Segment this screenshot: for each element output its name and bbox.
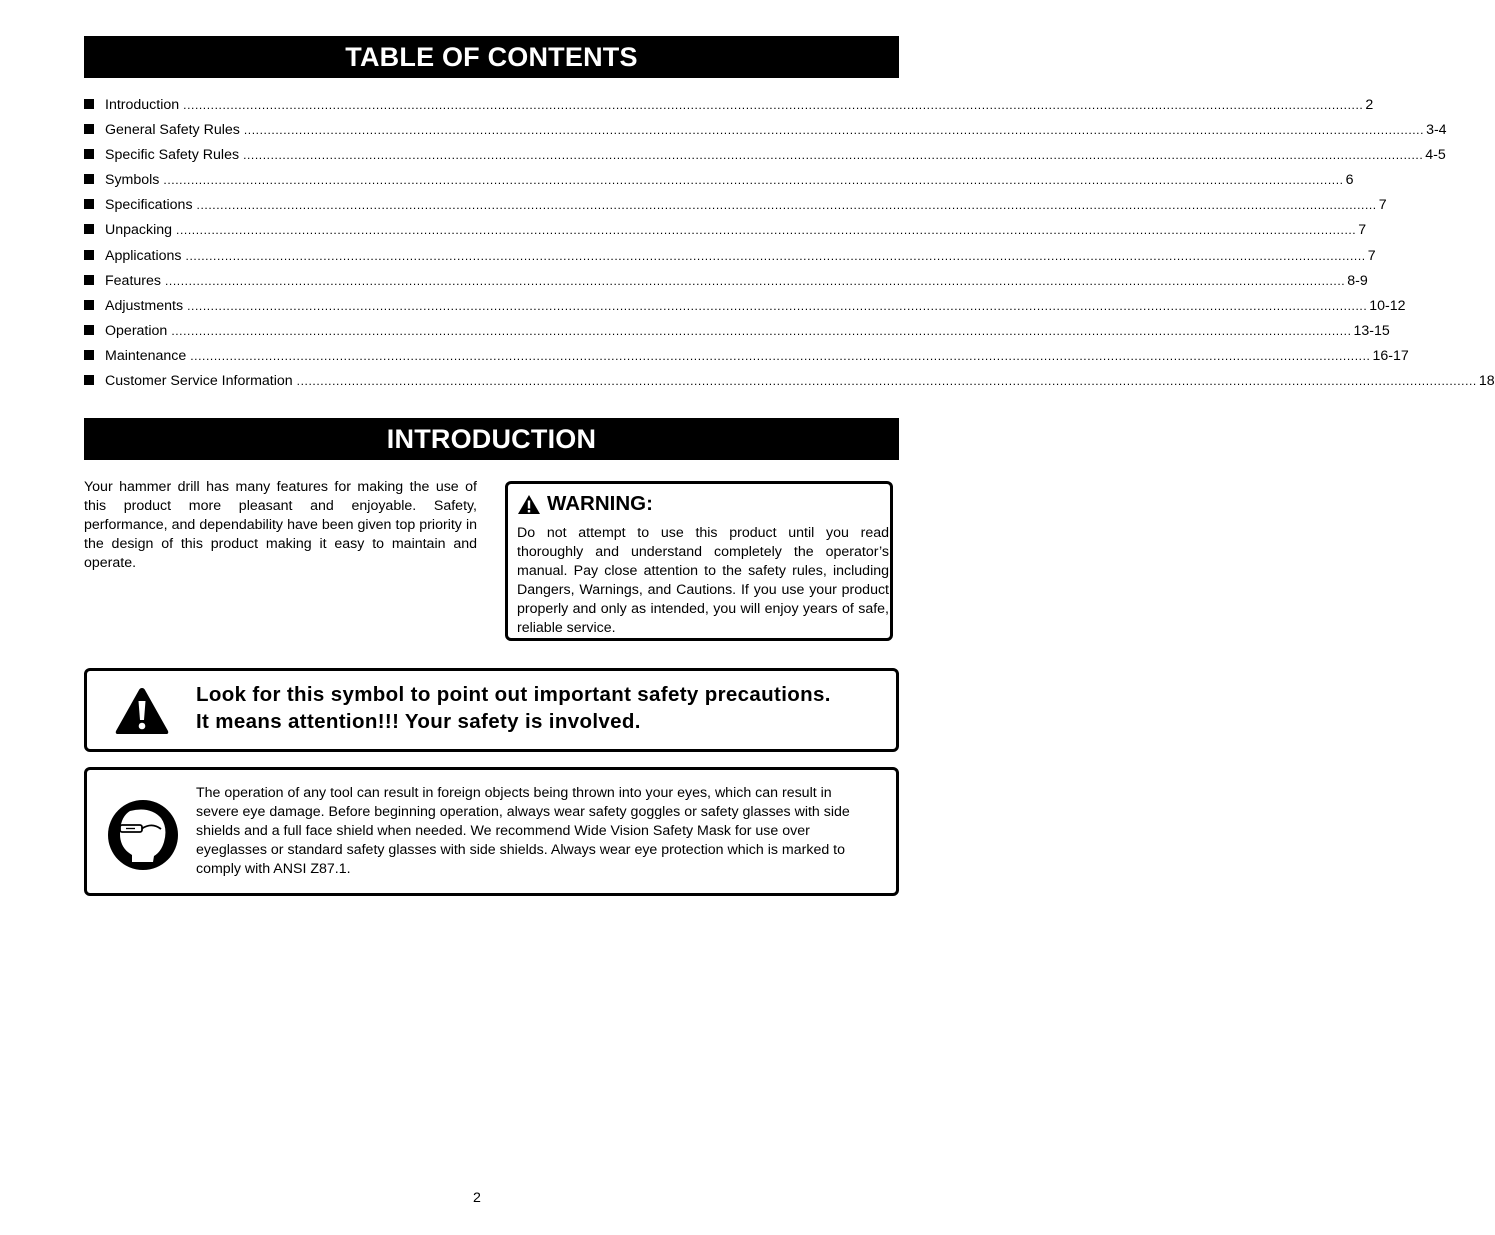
toc-leader-dots: ............................................................................................................................................................................................................................................................................................................ (196, 198, 1377, 213)
toc-heading: TABLE OF CONTENTS (84, 36, 899, 78)
toc-item-title: Symbols (105, 172, 160, 189)
toc-item-title: General Safety Rules (105, 122, 240, 139)
toc-leader-dots: ............................................................................................................................................................................................................................................................................................................ (243, 123, 1425, 138)
toc-leader-dots: ............................................................................................................................................................................................................................................................................................................ (176, 223, 1357, 238)
toc-list (84, 93, 1495, 394)
toc-item[interactable] (84, 218, 1367, 243)
square-bullet-icon (84, 174, 94, 184)
toc-item[interactable] (84, 344, 1409, 369)
toc-item[interactable] (84, 193, 1387, 218)
toc-item[interactable] (84, 319, 1390, 344)
toc-item-page: 13-15 (1353, 322, 1390, 339)
toc-item-title: Introduction (105, 97, 180, 113)
warning-title: WARNING: (547, 492, 653, 515)
introduction-heading: INTRODUCTION (84, 418, 899, 460)
toc-item-title: Features (105, 272, 161, 289)
toc-item-title: Customer Service Information (105, 373, 293, 390)
square-bullet-icon (84, 124, 94, 134)
toc-item[interactable] (84, 168, 1354, 193)
safety-alert-triangle-icon (114, 686, 170, 736)
toc-item-page: 7 (1378, 197, 1387, 214)
toc-leader-dots: ............................................................................................................................................................................................................................................................................................................ (171, 323, 1352, 338)
toc-item-title: Adjustments (105, 297, 184, 314)
toc-item-title: Maintenance (105, 347, 187, 364)
toc-item-page: 6 (1345, 172, 1354, 189)
square-bullet-icon (84, 99, 94, 109)
square-bullet-icon (84, 300, 94, 310)
toc-leader-dots: ............................................................................................................................................................................................................................................................................................................ (296, 374, 1477, 389)
toc-leader-dots: ............................................................................................................................................................................................................................................................................................................ (243, 148, 1424, 163)
toc-item-title: Applications (105, 247, 182, 264)
toc-item-title: Unpacking (105, 222, 173, 239)
toc-item-page: 7 (1367, 247, 1376, 264)
toc-item[interactable] (84, 143, 1446, 168)
toc-leader-dots: ............................................................................................................................................................................................................................................................................................................ (165, 273, 1346, 288)
warning-triangle-icon (517, 494, 541, 515)
eye-protection-text: The operation of any tool can result in foreign objects being thrown into your eyes, which can result in severe eye damage. Before beginning operation, always wear safety goggles or safety glasses with side shields and a full face shield when needed. We recommend Wide Vision Safety Mask for use over eyeglasses or standard safety glasses with side shields. Always wear eye protection which is marked to comply with ANSI Z87.1. (196, 785, 850, 877)
toc-leader-dots: ............................................................................................................................................................................................................................................................................................................ (190, 348, 1371, 363)
toc-item[interactable] (84, 244, 1376, 269)
safety-alert-text (196, 682, 886, 735)
toc-item-page: 18 (1478, 373, 1495, 390)
toc-item-page: 10-12 (1369, 297, 1406, 314)
toc-leader-dots: ............................................................................................................................................................................................................................................................................................................ (183, 98, 1364, 112)
toc-item-page: 4-5 (1425, 147, 1446, 164)
safety-glasses-head-icon (106, 798, 180, 872)
eye-protection-box (84, 767, 899, 896)
square-bullet-icon (84, 325, 94, 335)
toc-item-title: Operation (105, 322, 168, 339)
square-bullet-icon (84, 199, 94, 209)
toc-item-page: 7 (1358, 222, 1367, 239)
safety-alert-line-1: Look for this symbol to point out important safety precautions. (196, 683, 831, 706)
toc-leader-dots: ............................................................................................................................................................................................................................................................................................................ (163, 173, 1344, 188)
toc-leader-dots: ............................................................................................................................................................................................................................................................................................................ (187, 298, 1368, 313)
square-bullet-icon (84, 224, 94, 234)
toc-leader-dots: ............................................................................................................................................................................................................................................................................................................ (185, 248, 1366, 263)
toc-item-page: 3-4 (1426, 122, 1447, 139)
toc-item-title: Specifications (105, 197, 193, 214)
safety-alert-box (84, 668, 899, 752)
toc-item[interactable] (84, 369, 1495, 394)
introduction-text: Your hammer drill has many features for making the use of this product more pleasant and enjoyable. Safety, performance, and dependability have been given top priority in the design of this product making it easy to maintain and operate. (84, 479, 477, 571)
toc-item-page: 8-9 (1347, 272, 1368, 289)
toc-item[interactable] (84, 118, 1447, 143)
toc-item[interactable] (84, 93, 1374, 118)
square-bullet-icon (84, 375, 94, 385)
toc-item[interactable] (84, 294, 1406, 319)
toc-item-title: Specific Safety Rules (105, 147, 240, 164)
safety-alert-line-2: It means attention!!! Your safety is involved. (196, 709, 641, 733)
toc-item-page: 16-17 (1372, 347, 1409, 364)
square-bullet-icon (84, 350, 94, 360)
square-bullet-icon (84, 250, 94, 260)
warning-header (517, 491, 653, 517)
toc-item-page: 2 (1365, 97, 1374, 113)
page-number: 2 (473, 1190, 481, 1206)
square-bullet-icon (84, 149, 94, 159)
warning-box (505, 481, 893, 641)
square-bullet-icon (84, 275, 94, 285)
warning-text: Do not attempt to use this product until you read thoroughly and understand completely the operator’s manual. Pay close attention to the safety rules, including Dangers, Warnings, and Cautions. If you use your product properly and only as intended, you will enjoy years of safe, reliable service. (517, 525, 889, 636)
toc-item[interactable] (84, 269, 1368, 294)
